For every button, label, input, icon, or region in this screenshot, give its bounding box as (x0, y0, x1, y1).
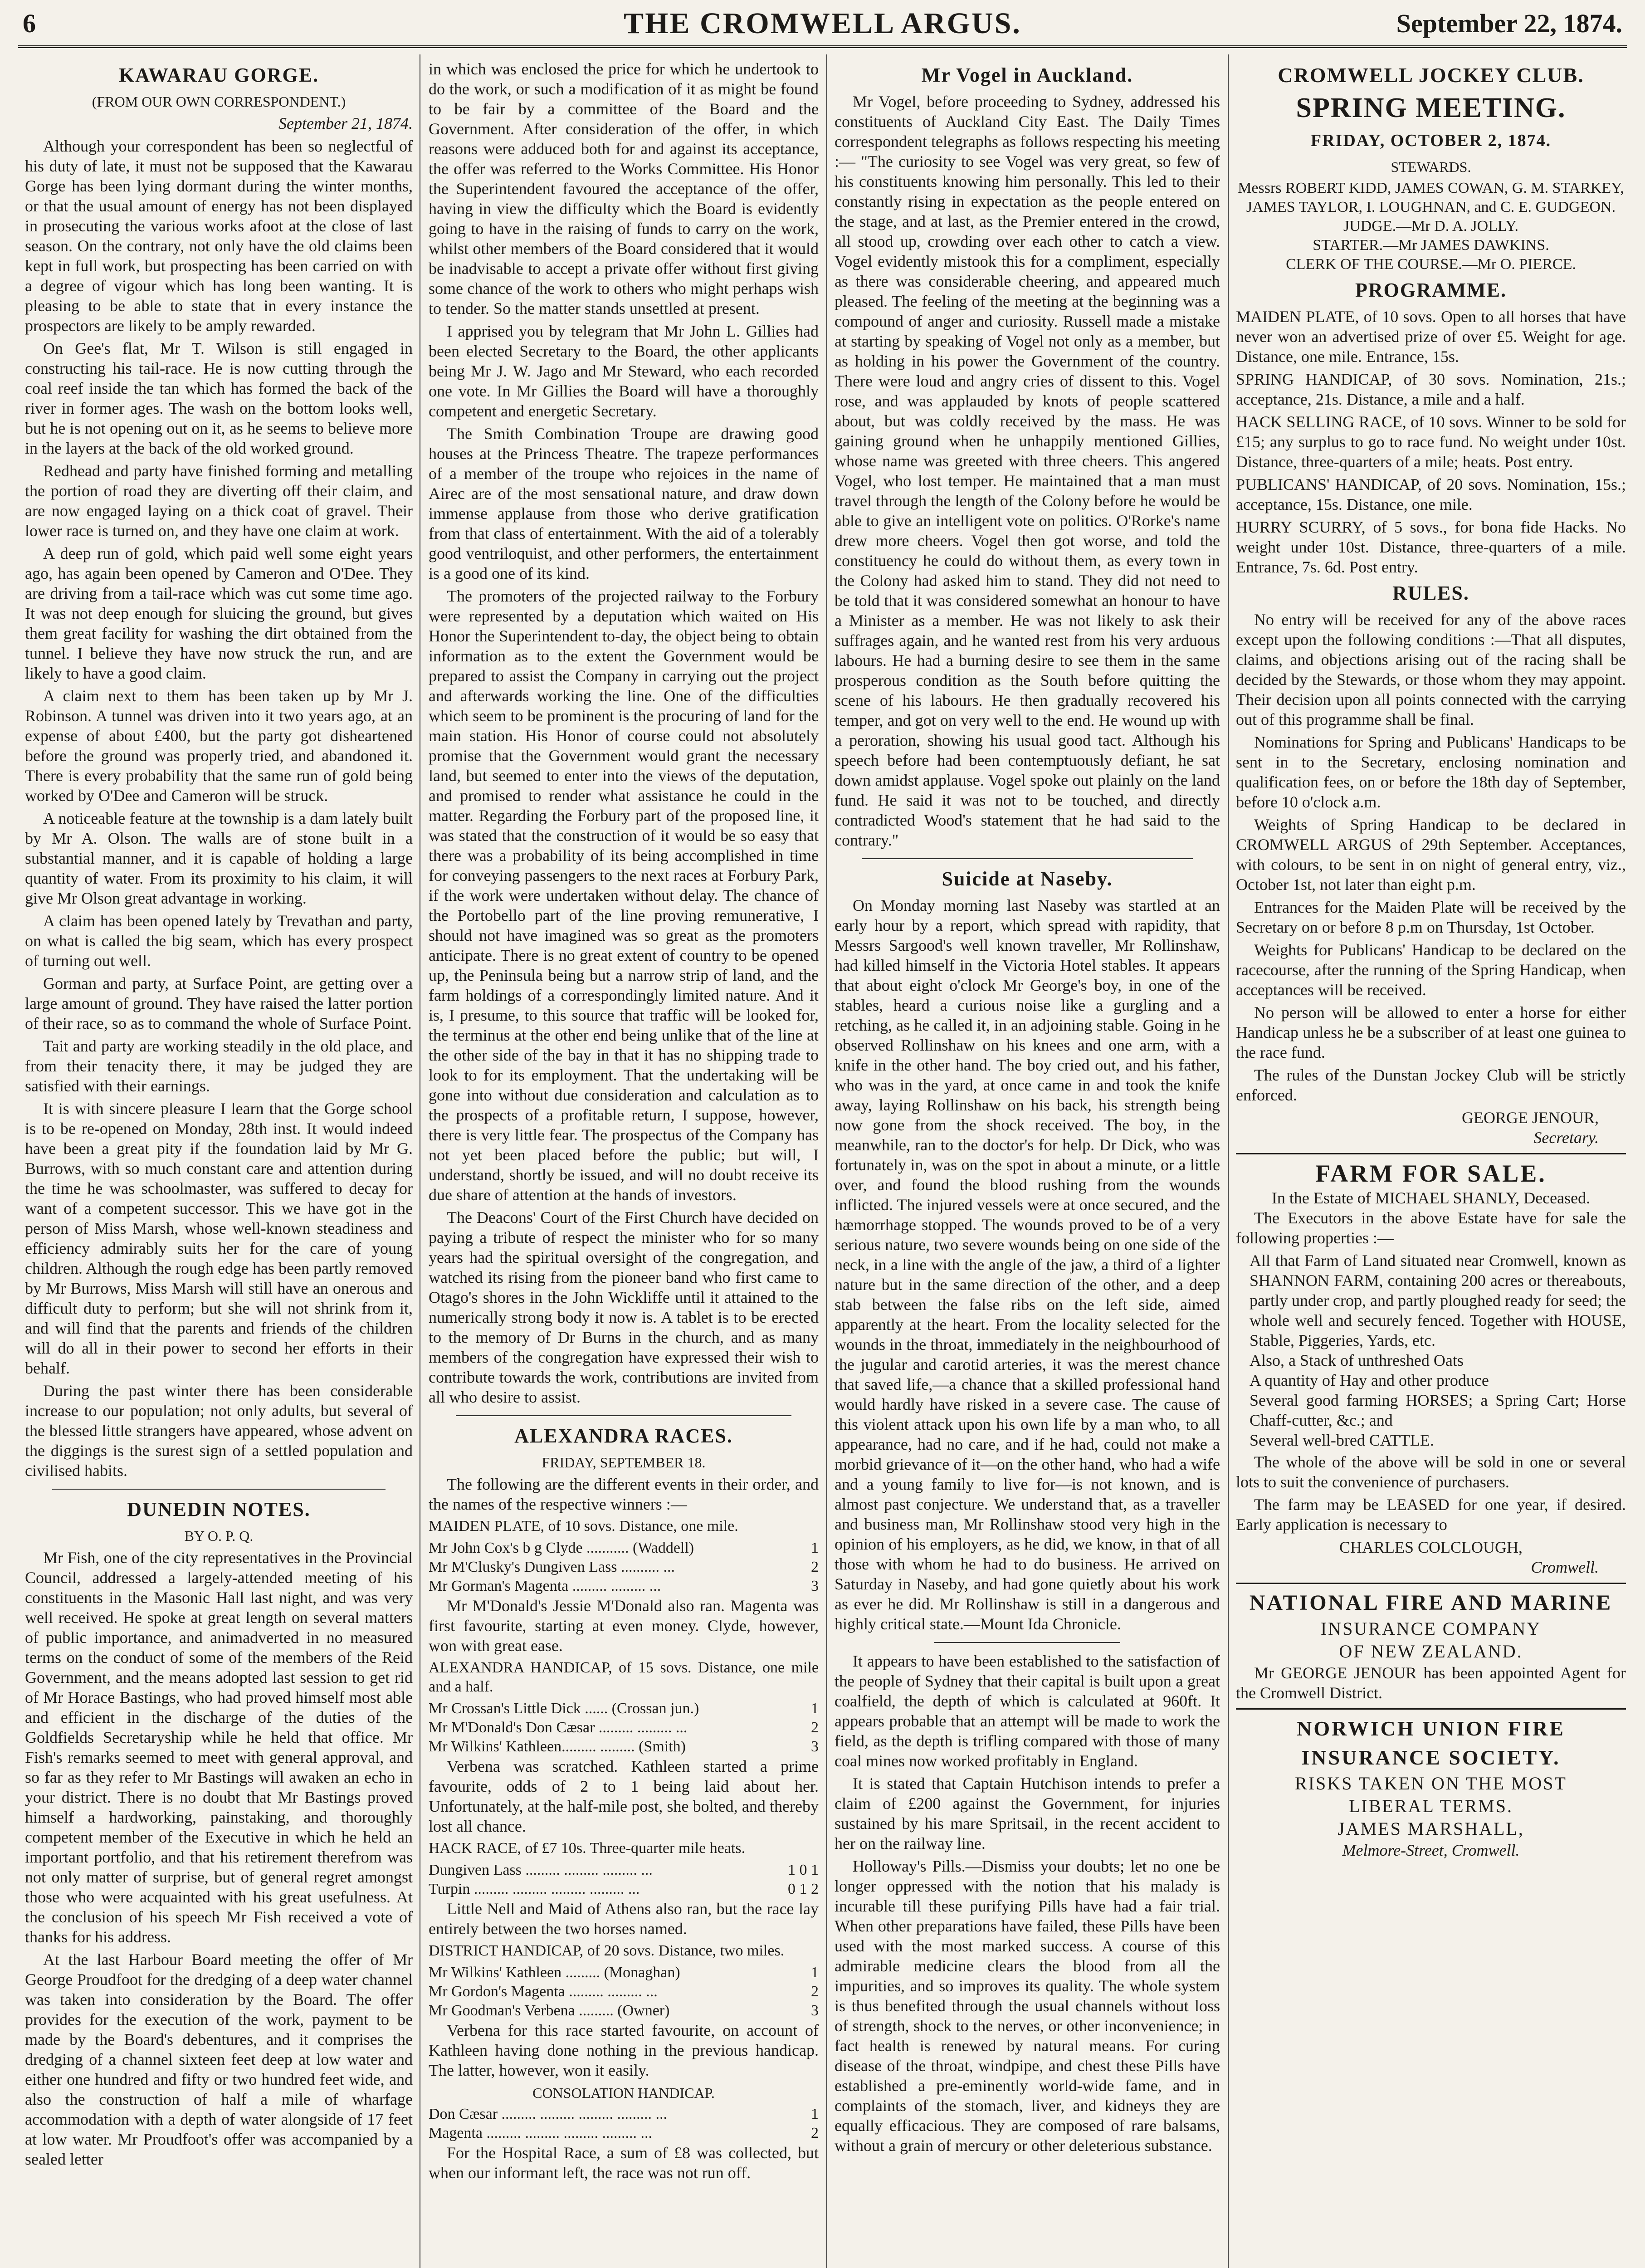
entry-place: 1 (811, 2106, 819, 2122)
article-paragraph: Redhead and party have finished forming and metalling the portion of road they are diverting off their claim, and are now engaged laying on a thick coat of gravel. Their lower race is turned on, and they have one claim at work. (25, 462, 413, 540)
national-sub1: INSURANCE COMPANY (1320, 1618, 1542, 1639)
estate-line: In the Estate of MICHAEL SHANLY, Deceased. (1271, 1189, 1591, 1207)
race-note: Little Nell and Maid of Athens also ran, but the race lay entirely between the two horses named. (429, 1900, 819, 1938)
entry-name: Don Cæsar ......... ......... ......... ......... ... (429, 2106, 668, 2122)
farm-items (1236, 1251, 1626, 1450)
norwich-union-advert (1236, 1708, 1626, 1860)
article-paragraph: It appears to have been established to the satisfaction of the people of Sydney that their capital is built upon a great coalfield, the depth of which is calculated at 960ft. It appears probable that an attempt will be made to work the field, as the depth is trifling compared with those of many coal mines now worked profitably in England. (835, 1652, 1220, 1770)
entry-name: Mr Gordon's Magenta ......... ......... ... (429, 1983, 658, 2000)
entry-name: Turpin ......... ......... ......... ......... ... (429, 1881, 640, 1897)
article-paragraph: On Monday morning last Naseby was startled at an early hour by a report, which spread with rapidity, that Messrs Sargood's well known traveller, Mr Rollinshaw, had killed himself in the Victoria Hotel stables. It appears that about eight o'clock Mr George's boy, in one of the stables, heard a curious noise like a gurgling and a retching, as he called it, in an adjoining stable. Going in he observed Rollinshaw on his knees and one arm, with a knife in the other hand. The boy cried out, and his father, who was in the yard, at once came in and took the knife away, laying Rollinshaw on his back, his strength being now gone from the shock received. The boy, in the meanwhile, ran to the doctor's for help. Dr Dick, who was fortunately in, was on the spot in about a minute, or a little over, and found the blood rushing from the wounds inflicted. The injured vessels were at once secured, and the hæmorrhage stopped. The wounds proved to be of a very serious nature, two severe wounds being on one side of the neck, in a line with the angle of the jaw, a third of a lighter nature but in the same direction of the other, and a deep stab between the false ribs on the left side, aimed apparently at the heart. From the locality selected for the wounds in the throat, immediately in the neighbourhood of the jugular and carotid arteries, it was the merest chance that saved life,—a chance that a skilled professional hand would hardly have risked in a severe case. The cause of this violent attack upon his own life by a man who, to all appearance, had no care, and if he had, could not make a morbid grievance of it—on the other hand, who had a wife and a young family to live for—is not known, and is almost past conjecture. We understand that, as a traveller and business man, Mr Rollinshaw stood very high in the opinion of his employers, as he did, we know, in that of all those with whom he had to do business. He arrived on Saturday in Naseby, and had gone quietly about his work as ever he did. Mr Rollinshaw is still in a dangerous and highly critical state.—Mount Ida Chronicle. (835, 896, 1220, 1633)
dunedin-heading: DUNEDIN NOTES. (127, 1498, 311, 1520)
race-title: ALEXANDRA HANDICAP, of 15 sovs. Distance, one mile and a half. (429, 1659, 819, 1695)
issue-date: September 22, 1874. (1396, 9, 1622, 38)
column-1 (25, 59, 413, 2268)
race-note: Mr M'Donald's Jessie M'Donald also ran. Magenta was first favourite, starting at even money. Clyde, however, won with great ease. (429, 1597, 819, 1655)
farm-item: Several well-bred CATTLE. (1250, 1431, 1434, 1449)
entry-place: 2 (811, 1559, 819, 1575)
race-entry (429, 2124, 819, 2143)
norwich-signature: JAMES MARSHALL, (1337, 1818, 1524, 1839)
rule-item: No person will be allowed to enter a horse for either Handicap unless he be a subscriber of at least one guinea to the race fund. (1236, 1003, 1626, 1061)
national-sub2: OF NEW ZEALAND. (1339, 1641, 1523, 1662)
dunedin-byline: BY O. P. Q. (184, 1528, 254, 1544)
article-paragraph: A deep run of gold, which paid well some eight years ago, has again been opened by Cameron and O'Dee. They are driving from a tail-race which was cut some time ago. It was not deep enough for sluicing the ground, but gives them great facility for washing the dirt obtained from the tunnel. I believe they have now struck the run, and are likely to have a good claim. (25, 544, 413, 682)
article-paragraph: The Smith Combination Troupe are drawing good houses at the Princess Theatre. The trapeze performances of a member of the troupe who rejoices in the name of Airec are of the most sensational nature, and draw down immense applause from those who derive gratification from that class of entertainment. With the aid of a tolerably good ventriloquist, and other performers, the entertainment is a good one of its kind. (429, 425, 819, 582)
race-title: MAIDEN PLATE, of 10 sovs. Distance, one mile. (429, 1518, 738, 1535)
secretary-title: Secretary. (1533, 1129, 1599, 1147)
rule-item: Entrances for the Maiden Plate will be received by the Secretary on or before 8 p.m on Thursday, 1st October. (1236, 898, 1626, 936)
national-heading: NATIONAL FIRE AND MARINE (1249, 1591, 1613, 1615)
entry-name: Mr Wilkins' Kathleen......... ......... (Smith) (429, 1738, 686, 1755)
page-number: 6 (23, 9, 36, 38)
article-separator (52, 1489, 386, 1490)
farm-heading: FARM FOR SALE. (1315, 1160, 1547, 1187)
article-paragraph: At the last Harbour Board meeting the offer of Mr George Proudfoot for the dredging of a deep water channel was taken into consideration by the Board. The offer provides for the execution of the work, payment to be made by the Board's debentures, and it comprises the dredging of a channel sixteen feet deep at low water and either one hundred and fifty or two hundred feet wide, and also the construction of half a mile of wharfage accommodation with a depth of water alongside of 17 feet at low water. Mr Proudfoot's offer was accompanied by a sealed letter (25, 1950, 413, 2168)
article-separator (862, 858, 1193, 859)
race-note: For the Hospital Race, a sum of £8 was collected, but when our informant left, the race was not run off. (429, 2144, 819, 2182)
race-entry (429, 1861, 819, 1880)
meeting-date: FRIDAY, OCTOBER 2, 1874. (1310, 131, 1552, 150)
entry-name: Mr M'Donald's Don Cæsar ......... ......... ... (429, 1719, 688, 1736)
race-title: DISTRICT HANDICAP, of 20 sovs. Distance, two miles. (429, 1942, 785, 1959)
entry-place: 1 (811, 1540, 819, 1556)
secretary-signature: GEORGE JENOUR, (1462, 1109, 1599, 1127)
norwich-terms: LIBERAL TERMS. (1348, 1796, 1513, 1816)
article-paragraph: Gorman and party, at Surface Point, are getting over a large amount of ground. They have raised the latter portion of their race, so as to command the whole of Surface Point. (25, 974, 413, 1032)
entry-place: 1 (811, 1964, 819, 1981)
programme-item: MAIDEN PLATE, of 10 sovs. Open to all horses that have never won an advertised prize of over £5. Weight for age. Distance, one mile. Entrance, 15s. (1236, 308, 1626, 366)
stewards-list: Messrs ROBERT KIDD, JAMES COWAN, G. M. STARKEY, JAMES TAYLOR, I. LOUGHNAN, and C. E. GUDGEON. (1238, 180, 1624, 215)
race-entry (429, 1577, 819, 1596)
rule-item: Nominations for Spring and Publicans' Handicaps to be sent in to the Secretary, enclosing nomination and qualification fees, on or before the 18th day of September, before 10 o'clock a.m. (1236, 733, 1626, 811)
judge: JUDGE.—Mr D. A. JOLLY. (1343, 218, 1519, 235)
spring-meeting-title: SPRING MEETING. (1296, 93, 1566, 123)
entry-name: Mr Gorman's Magenta ......... ......... ... (429, 1578, 661, 1594)
article-paragraph: It is stated that Captain Hutchison intends to prefer a claim of £200 against the Government, for injuries sustained by his mare Spritsail, in the recent accident to her on the railway line. (835, 1774, 1220, 1853)
article-paragraph: Mr Fish, one of the city representatives in the Provincial Council, addressed a largely-attended meeting of his constituents in the Masonic Hall last night, and was very well received. He spoke at great length on several matters of public importance, and animadverted in no measured terms on the conduct of some of the members of the Reid Government, and the means adopted last session to get rid of Mr Horace Bastings, who had proved himself most able and efficient in the discharge of the duties of the Goldfields Secretaryship while he held that office. Mr Fish's remarks seemed to meet with general approval, and so far as they refer to Mr Bastings will awaken an echo in your district. There is no doubt that Mr Bastings proved himself a hardworking, painstaking, and thoroughly competent member of the Executive in which he held an important portfolio, and that his retirement therefrom was not only matter of surprise, but of general regret amongst those who were acquainted with his great usefulness. At the conclusion of his speech Mr Fish received a vote of thanks for his address. (25, 1549, 413, 1946)
farm-advert (1236, 1153, 1626, 1577)
national-body: Mr GEORGE JENOUR has been appointed Agent for the Cromwell District. (1236, 1664, 1626, 1702)
entry-name: Mr Goodman's Verbena ......... (Owner) (429, 2002, 670, 2019)
norwich-address: Melmore-Street, Cromwell. (1342, 1841, 1520, 1859)
race-entry (429, 1539, 819, 1558)
race-entry (429, 1963, 819, 1982)
entry-place: 3 (811, 1578, 819, 1594)
race-entry (429, 1880, 819, 1899)
entry-name: Dungiven Lass ......... ......... ......... ... (429, 1862, 653, 1878)
entry-place: 3 (811, 2002, 819, 2019)
farm-item: Also, a Stack of unthreshed Oats (1250, 1351, 1464, 1369)
entry-name: Mr John Cox's b g Clyde ........... (Waddell) (429, 1540, 694, 1556)
race-title: CONSOLATION HANDICAP. (532, 2085, 715, 2101)
farm-terms: The whole of the above will be sold in one or several lots to suit the convenience of purchasers. (1236, 1453, 1626, 1491)
entry-name: Mr Crossan's Little Dick ...... (Crossan jun.) (429, 1700, 699, 1717)
column-2 (429, 59, 819, 2268)
entry-place: 3 (811, 1738, 819, 1755)
alexandra-date: FRIDAY, SEPTEMBER 18. (542, 1454, 706, 1471)
entry-place: 1 0 1 (788, 1862, 819, 1878)
entry-name: Magenta ......... ......... ......... ......... ... (429, 2125, 652, 2141)
entry-place: 2 (811, 1719, 819, 1736)
article-paragraph: Tait and party are working steadily in the old place, and from their tenacity there, it may be judged they are satisfied with their earnings. (25, 1037, 413, 1095)
programme-item: SPRING HANDICAP, of 30 sovs. Nomination, 21s.; acceptance, 21s. Distance, a mile and a half. (1236, 370, 1626, 408)
article-paragraph: A claim has been opened lately by Trevathan and party, on what is called the big seam, which has every prospect of turning out well. (25, 912, 413, 970)
rules-heading: RULES. (1392, 582, 1469, 604)
entry-name: Mr M'Clusky's Dungiven Lass .......... ... (429, 1559, 675, 1575)
article-paragraph: I apprised you by telegram that Mr John L. Gillies had been elected Secretary to the Board, the other applicants being Mr J. W. Jago and Mr Steward, who each recorded one vote. In Mr Gillies the Board will have a thoroughly competent and energetic Secretary. (429, 322, 819, 420)
race-intro: The following are the different events in their order, and the names of the respective winners :— (429, 1475, 819, 1513)
article-paragraph: in which was enclosed the price for which he undertook to do the work, or such a modification of it as might be found to be fair by a committee of the Board and the Government. After consideration of the offer, in which reasons were adduced both for and against its acceptance, the offer was referred to the Works Committee. His Honor the Superintendent favoured the acceptance of the offer, having in view the difficulty which the Board is evidently going to have in the raising of funds to carry on the work, whilst other members of the Board considered that it would be inadvisable to accept a private offer without first giving some chance of the work to others who might perhaps wish to tender. So the matter stands unsettled at present. (429, 60, 819, 318)
entry-place: 0 1 2 (788, 1881, 819, 1897)
farm-lease: The farm may be LEASED for one year, if desired. Early application is necessary to (1236, 1496, 1626, 1534)
race-entry (429, 2001, 819, 2020)
programme-item: HURRY SCURRY, of 5 sovs., for bona fide Hacks. No weight under 10st. Distance, three-quarters of a mile. Entrance, 7s. 6d. Post entry. (1236, 518, 1626, 576)
article-separator (934, 1642, 1120, 1643)
article-paragraph: Although your correspondent has been so neglectful of his duty of late, it must not be supposed that the Kawarau Gorge has been lying dormant during the winter months, or that the usual amount of energy has not been displayed in prosecuting the various works afoot at the close of last season. On the contrary, not only have the old claims been kept in full work, but prospecting has been carried on with a degree of vigour which has long been wanting. It is pleasing to be able to state that in every instance the prospectors are likely to be amply rewarded. (25, 137, 413, 335)
rule-item: No entry will be received for any of the above races except upon the following conditions :—That all disputes, claims, and objections arising out of the racing shall be decided by the Stewards, or those whom they may appoint. Their decision upon all points connected with the carrying out of this programme shall be final. (1236, 611, 1626, 728)
article-separator (456, 1415, 791, 1416)
kawarau-dateline: September 21, 1874. (278, 114, 413, 132)
vogel-heading: Mr Vogel in Auckland. (921, 64, 1133, 86)
race-entry (429, 1558, 819, 1577)
article-paragraph: A noticeable feature at the township is a dam lately built by Mr A. Olson. The walls are of stone built in a substantial manner, and it is capable of holding a large quantity of water. From its proximity to his claim, it will give Mr Olson great advantage in working. (25, 809, 413, 907)
newspaper-title: THE CROMWELL ARGUS. (624, 7, 1021, 40)
entry-name: Mr Wilkins' Kathleen ......... (Monaghan) (429, 1964, 680, 1981)
entry-place: 2 (811, 1983, 819, 2000)
stewards-label: STEWARDS. (1391, 159, 1471, 175)
race-entry (429, 1737, 819, 1756)
farm-intro: The Executors in the above Estate have for sale the following properties :— (1236, 1209, 1626, 1247)
farm-item: All that Farm of Land situated near Cromwell, known as SHANNON FARM, containing 200 acres or thereabouts, partly under crop, and partly ploughed ready for seed; the whole well and securely fenced. Together with HOUSE, Stable, Piggeries, Yards, etc. (1250, 1251, 1626, 1349)
programme-item: HACK SELLING RACE, of 10 sovs. Winner to be sold for £15; any surplus to go to race fund. No weight under 10st. Distance, three-quarters of a mile; heats. Post entry. (1236, 413, 1626, 471)
column-divider (1228, 54, 1229, 2268)
rule-item: Weights of Spring Handicap to be declared in CROMWELL ARGUS of 29th September. Acceptances, with colours, to be sent in on night of general entry, viz., October 1st, not later than eight p.m. (1236, 816, 1626, 894)
programme-item: PUBLICANS' HANDICAP, of 20 sovs. Nomination, 15s.; acceptance, 15s. Distance, one mile. (1236, 475, 1626, 513)
article-paragraph: It is with sincere pleasure I learn that the Gorge school is to be re-opened on Monday, 28th inst. It would indeed have been a great pity if the foundation laid by Mr G. Burrows, with so much constant care and attention during the time he was schoolmaster, was suffered to decay for want of a competent successor. This we have got in the person of Miss Marsh, whose well-known steadiness and efficiency admirably suits her for the care of young children. Although the rough edge has been partly removed by Mr Burrows, Miss Marsh will still have an onerous and difficult duty to perform; but she will not shrink from it, and will find that the parents and friends of the children will do all in their power to second her efforts in their behalf. (25, 1100, 413, 1377)
rule-item: The rules of the Dunstan Jockey Club will be strictly enforced. (1236, 1066, 1626, 1104)
race-note: Verbena for this race started favourite, on account of Kathleen having done nothing in the previous handicap. The latter, however, won it easily. (429, 2021, 819, 2079)
race-note: Verbena was scratched. Kathleen started a prime favourite, odds of 2 to 1 being laid about her. Unfortunately, at the half-mile post, she bolted, and thereby lost all chance. (429, 1757, 819, 1835)
farm-place: Cromwell. (1531, 1558, 1599, 1576)
kawarau-byline: (FROM OUR OWN CORRESPONDENT.) (92, 93, 346, 110)
race-entry (429, 2105, 819, 2124)
race-title: HACK RACE, of £7 10s. Three-quarter mile heats. (429, 1840, 746, 1857)
national-insurance-advert (1236, 1583, 1626, 1703)
article-paragraph: On Gee's flat, Mr T. Wilson is still engaged in constructing his tail-race. He is now cutting through the coal reef inside the tan which has formed the back of the river in former ages. The wash on the bottom looks well, but he is not opening out on it, as he seems to believe more in the layers at the back of the old worked ground. (25, 339, 413, 457)
farm-signature: CHARLES COLCLOUGH, (1339, 1538, 1523, 1556)
suicide-heading: Suicide at Naseby. (942, 868, 1113, 890)
race-entry (429, 1699, 819, 1718)
rule-item: Weights for Publicans' Handicap to be declared on the racecourse, after the running of the Spring Handicap, when acceptances will be received. (1236, 941, 1626, 999)
clerk-of-course: CLERK OF THE COURSE.—Mr O. PIERCE. (1286, 256, 1576, 273)
race-entry (429, 1982, 819, 2001)
masthead-rule (18, 45, 1627, 48)
farm-item: Several good farming HORSES; a Spring Cart; Horse Chaff-cutter, &c.; and (1250, 1391, 1626, 1429)
alexandra-heading: ALEXANDRA RACES. (514, 1425, 733, 1447)
masthead (18, 5, 1627, 42)
column-divider (826, 54, 827, 2268)
norwich-heading: NORWICH UNION FIRE INSURANCE SOCIETY. (1297, 1717, 1565, 1769)
starter: STARTER.—Mr JAMES DAWKINS. (1313, 237, 1549, 254)
jockey-club-heading: CROMWELL JOCKEY CLUB. (1278, 64, 1584, 87)
entry-place: 1 (811, 1700, 819, 1717)
norwich-risks: RISKS TAKEN ON THE MOST (1295, 1773, 1567, 1794)
kawarau-heading: KAWARAU GORGE. (118, 64, 319, 86)
programme-heading: PROGRAMME. (1355, 279, 1507, 301)
article-paragraph: The promoters of the projected railway to the Forbury were represented by a deputation which waited on His Honor the Superintendent to-day, the object being to obtain information as to the extent the Government would be prepared to assist the Company in carrying out the project and afterwards working the line. One of the difficulties which seem to be prominent is the procuring of land for the main station. His Honor of course could not absolutely promise that the Government would grant the necessary land, but seemed to enter into the views of the deputation, and promised to render what assistance he could in the matter. Regarding the Forbury part of the proposed line, it was stated that the construction of it would be so easy that there was a probability of its being accomplished in time for conveying passengers to the next races at Forbury Park, if the work were undertaken without delay. The chance of the Portobello part of the line proving remunerative, I should not have imagined was so great as the promoters anticipate. There is no great extent of country to be opened up, the Peninsula being but a narrow strip of land, and the farm holdings of a correspondingly limited nature. And it is, I presume, to this source that traffic will be looked for, the terminus at the other end being unlike that of the line at the other side of the bay in that it has no shipping trade to look to for its employment. That the undertaking will be gone into without due consideration and calculation as to the prospects of a profitable return, I suppose, however, there is very little fear. The prospectus of the Company has not yet been placed before the public; but will, I understand, shortly be issued, and will no doubt receive its due share of attention at the hands of investors. (429, 587, 819, 1204)
article-paragraph: During the past winter there has been considerable increase to our population; not only adults, but several of the blessed little strangers have appeared, whose advent on the diggings is the surest sign of a settled population and civilised habits. (25, 1382, 413, 1480)
article-paragraph: Mr Vogel, before proceeding to Sydney, addressed his constituents of Auckland City East. The Daily Times correspondent telegraphs as follows respecting his meeting :— "The curiosity to see Vogel was very great, so few of his constituents knowing him personally. This led to their constantly rising in expectation as the people entered on the stage, and at last, as the Premier entered in the crowd, all stood up, crowding over each other to catch a view. Vogel evidently mistook this for a compliment, especially as there was considerable cheering, and appeared much pleased. The feeling of the meeting at the beginning was a compound of anger and curiosity. Russell made a mistake at starting by speaking of Vogel not only as a member, but as holding in his power the Government of the country. There were loud and angry cries of dissent to this. Vogel rose, and was applauded by knots of people scattered about, but was coldly received by the mass. He was gaining ground when he unhappily mentioned Gillies, whose name was greeted with three cheers. This angered Vogel, who lost temper. He maintained that a man must travel through the length of the Colony before he would be able to give an intelligent vote on politics. O'Rorke's name drew more cheers. Vogel then got worse, and told the constituency he could do without them, as every town in the Colony had asked him to stand. They did not need to be told that it was considered somewhat an honour to have a Minister as a member. He was not likely to ask their suffrages again, and he wanted rest from his very arduous labours. He had a burning desire to see them in the same prosperous condition as the South before quitting the scene of his labours. He then gradually recovered his temper, and got on very well to the end. He wound up with a peroration, showing his usual good tact. Although his speech before had been contemptuously defiant, he sat down amidst applause. Vogel spoke out plainly on the land fund. He said it was not to be touched, and directly contradicted Wood's statement that he had said to the contrary." (835, 93, 1220, 849)
article-paragraph: Holloway's Pills.—Dismiss your doubts; let no one be longer oppressed with the notion that his malady is incurable till these purifying Pills have had a fair trial. When other preparations have failed, these Pills have been used with the most marked success. A course of this admirable medicine clears the blood from all the impurities, and so improves its quality. The whole system is thus benefited through the usual channels without loss of strength, shock to the nerves, or other inconvenience; in fact health is renewed by natural means. For curing disease of the throat, windpipe, and chest these Pills have established a pre-eminently world-wide fame, and in complaints of the stomach, liver, and kidneys they are equally efficacious. They are composed of rare balsams, without a grain of mercury or other deleterious substance. (835, 1857, 1220, 2155)
entry-place: 2 (811, 2125, 819, 2141)
article-paragraph: The Deacons' Court of the First Church have decided on paying a tribute of respect the minister who for so many years had the spiritual oversight of the congregation, and watched its rising from the pioneer band who first came to Otago's shores in the John Wickliffe until it attained to the numerically strong body it now is. A tablet is to be erected to the memory of Dr Burns in the church, and as many members of the congregation have expressed their wish to contribute towards the work, contributions are invited from all who desire to assist. (429, 1208, 819, 1406)
column-4 (1236, 59, 1626, 2268)
farm-item: A quantity of Hay and other produce (1250, 1371, 1489, 1389)
article-paragraph: A claim next to them has been taken up by Mr J. Robinson. A tunnel was driven into it two years ago, at an expense of about £400, but the party got disheartened before the ground was properly tried, and abandoned it. There is every probability that the same run of gold being worked by O'Dee and Cameron will be struck. (25, 687, 413, 805)
race-entry (429, 1718, 819, 1737)
column-3 (835, 59, 1220, 2268)
